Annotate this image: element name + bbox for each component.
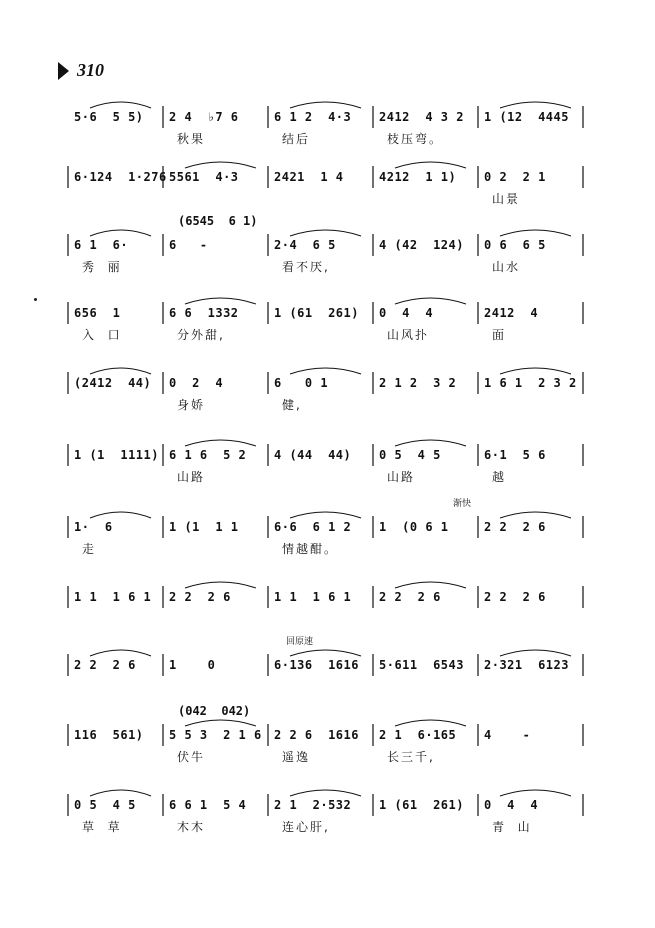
measure-notes: 6 1 2 4·3: [274, 110, 352, 124]
lyric-text: 伏牛: [177, 750, 206, 764]
annotation-above: (042 042): [178, 704, 251, 718]
slur: [500, 368, 571, 374]
measure-notes: 2 2 2 6: [484, 520, 546, 534]
measure-notes: 1 1 1 6 1: [74, 590, 152, 604]
slur: [185, 298, 256, 304]
slur: [290, 368, 361, 374]
lyric-text: 山景: [492, 192, 521, 206]
barlines: [68, 366, 588, 426]
measure-notes: 2412 4 3 2: [379, 110, 464, 124]
measure-notes: 656 1: [74, 306, 121, 320]
measure-notes: 6 6 1 5 4: [169, 798, 247, 812]
measure-notes: 5·6 5 5): [74, 110, 144, 124]
measure-notes: 2·321 6123: [484, 658, 569, 672]
lyric-text: 木木: [177, 820, 206, 834]
measure-notes: 1 (61 261): [274, 306, 359, 320]
measure-notes: (2412 44): [74, 376, 152, 390]
slur: [90, 368, 151, 374]
staff-row: [68, 499, 588, 570]
slur: [90, 102, 151, 108]
slur: [90, 230, 151, 236]
tempo-marking: 回原速: [286, 637, 314, 647]
measure-notes: 1· 6: [74, 520, 113, 534]
measure-notes: 0 5 4 5: [74, 798, 136, 812]
slur: [185, 720, 256, 726]
barlines: [68, 296, 588, 356]
measure-notes: 6 6 1332: [169, 306, 239, 320]
measure-notes: 4 (42 124): [379, 238, 464, 252]
measure-notes: 2412 4: [484, 306, 539, 320]
staff-row: [68, 296, 588, 356]
measure-notes: 6·124 1·276: [74, 170, 167, 184]
slur: [395, 298, 466, 304]
measure-notes: 1 1 1 6 1: [274, 590, 352, 604]
lyric-text: 山水: [492, 260, 521, 274]
lyric-text: 青 山: [492, 820, 532, 834]
slur: [500, 650, 571, 656]
slur: [395, 162, 466, 168]
tempo-marking: 渐快: [453, 499, 472, 509]
measure-notes: 5·611 6543: [379, 658, 464, 672]
measure-notes: 116 561): [74, 728, 144, 742]
measure-notes: 0 2 4: [169, 376, 224, 390]
slur: [500, 230, 571, 236]
measure-notes: 1 (0 6 1: [379, 520, 449, 534]
measure-notes: 2 2 2 6: [74, 658, 136, 672]
measure-notes: 2 1 6·165: [379, 728, 457, 742]
barlines: [68, 438, 588, 498]
staff-row: [68, 580, 588, 640]
staff-row: [68, 366, 588, 426]
lyric-text: 面: [492, 328, 507, 342]
measure-notes: 2·4 6 5: [274, 238, 336, 252]
lyric-text: 情越酣。: [282, 542, 339, 556]
lyric-text: 健,: [282, 398, 302, 412]
lyric-text: 身娇: [177, 398, 206, 412]
lyric-text: 走: [82, 542, 97, 556]
slur: [500, 102, 571, 108]
annotation-above: (6545 6 1): [178, 214, 258, 228]
staff-row: [68, 100, 588, 160]
lyric-text: 山路: [387, 470, 416, 484]
barlines: [68, 580, 588, 640]
barlines: [68, 648, 588, 708]
staff-row: [68, 637, 588, 708]
slur: [290, 230, 361, 236]
slur: [90, 650, 151, 656]
measure-notes: 4 (44 44): [274, 448, 352, 462]
slur: [395, 582, 466, 588]
measure-notes: 0 2 2 1: [484, 170, 546, 184]
measure-notes: 5561 4·3: [169, 170, 239, 184]
measure-notes: 0 4 4: [379, 306, 434, 320]
slur: [500, 512, 571, 518]
slur: [395, 440, 466, 446]
measure-notes: 2 2 2 6: [379, 590, 441, 604]
measure-notes: 1 6 1 2 3 2: [484, 376, 577, 390]
lyric-text: 连心肝,: [282, 820, 330, 834]
lyric-text: 山风扑: [387, 328, 430, 342]
measure-notes: 1 (61 261): [379, 798, 464, 812]
measure-notes: 2 1 2·532: [274, 798, 352, 812]
measure-notes: 0 6 6 5: [484, 238, 546, 252]
lyric-text: 结后: [282, 132, 311, 146]
lyric-text: 分外甜,: [177, 328, 225, 342]
measure-notes: 2 1 2 3 2: [379, 376, 457, 390]
slur: [290, 790, 361, 796]
measure-notes: 1 0: [169, 658, 216, 672]
measure-notes: 6 1 6 5 2: [169, 448, 247, 462]
staff-row: [68, 438, 588, 498]
lyric-text: 草 草: [82, 820, 122, 834]
lyric-text: 山路: [177, 470, 206, 484]
measure-notes: 2421 1 4: [274, 170, 344, 184]
measure-notes: 6·136 1616: [274, 658, 359, 672]
measure-notes: 0 4 4: [484, 798, 539, 812]
measure-notes: 2 2 2 6: [484, 590, 546, 604]
measure-notes: 2 2 6 1616: [274, 728, 359, 742]
slur: [185, 162, 256, 168]
slur: [90, 790, 151, 796]
slur: [185, 440, 256, 446]
measure-notes: 6 -: [169, 238, 208, 252]
slur: [290, 650, 361, 656]
lyric-text: 秀 丽: [82, 260, 122, 274]
measure-notes: 0 5 4 5: [379, 448, 441, 462]
measure-notes: 5 5 3 2 1 6: [169, 728, 262, 742]
barlines: [68, 100, 588, 160]
slur: [395, 720, 466, 726]
measure-notes: 2 4 ♭7 6: [169, 110, 239, 124]
slur: [500, 790, 571, 796]
measure-notes: 1 (1 1111): [74, 448, 159, 462]
slur: [290, 512, 361, 518]
slur: [290, 102, 361, 108]
measure-notes: 2 2 2 6: [169, 590, 231, 604]
measure-notes: 6 1 6·: [74, 238, 129, 252]
lyric-text: 枝压弯。: [387, 132, 444, 146]
lyric-text: 看不厌,: [282, 260, 330, 274]
measure-notes: 1 (1 1 1: [169, 520, 239, 534]
measure-notes: 4212 1 1): [379, 170, 457, 184]
barlines: [68, 718, 588, 778]
measure-notes: 1 (12 4445: [484, 110, 569, 124]
page-number: 310: [77, 60, 104, 80]
lyric-text: 遥逸: [282, 750, 311, 764]
measure-notes: 6·1 5 6: [484, 448, 546, 462]
measure-notes: 4 -: [484, 728, 531, 742]
staff-row: [68, 160, 588, 220]
lyric-text: 越: [492, 470, 507, 484]
staff-row: [68, 704, 588, 778]
slur: [90, 512, 151, 518]
measure-notes: 6·6 6 1 2: [274, 520, 352, 534]
lyric-text: 秋果: [177, 132, 206, 146]
staff-row: [68, 788, 588, 848]
lyric-text: 入 口: [82, 328, 122, 342]
lyric-text: 长三千,: [387, 750, 435, 764]
slur: [185, 582, 256, 588]
staff-row: [68, 214, 588, 288]
measure-notes: 6 0 1: [274, 376, 329, 390]
